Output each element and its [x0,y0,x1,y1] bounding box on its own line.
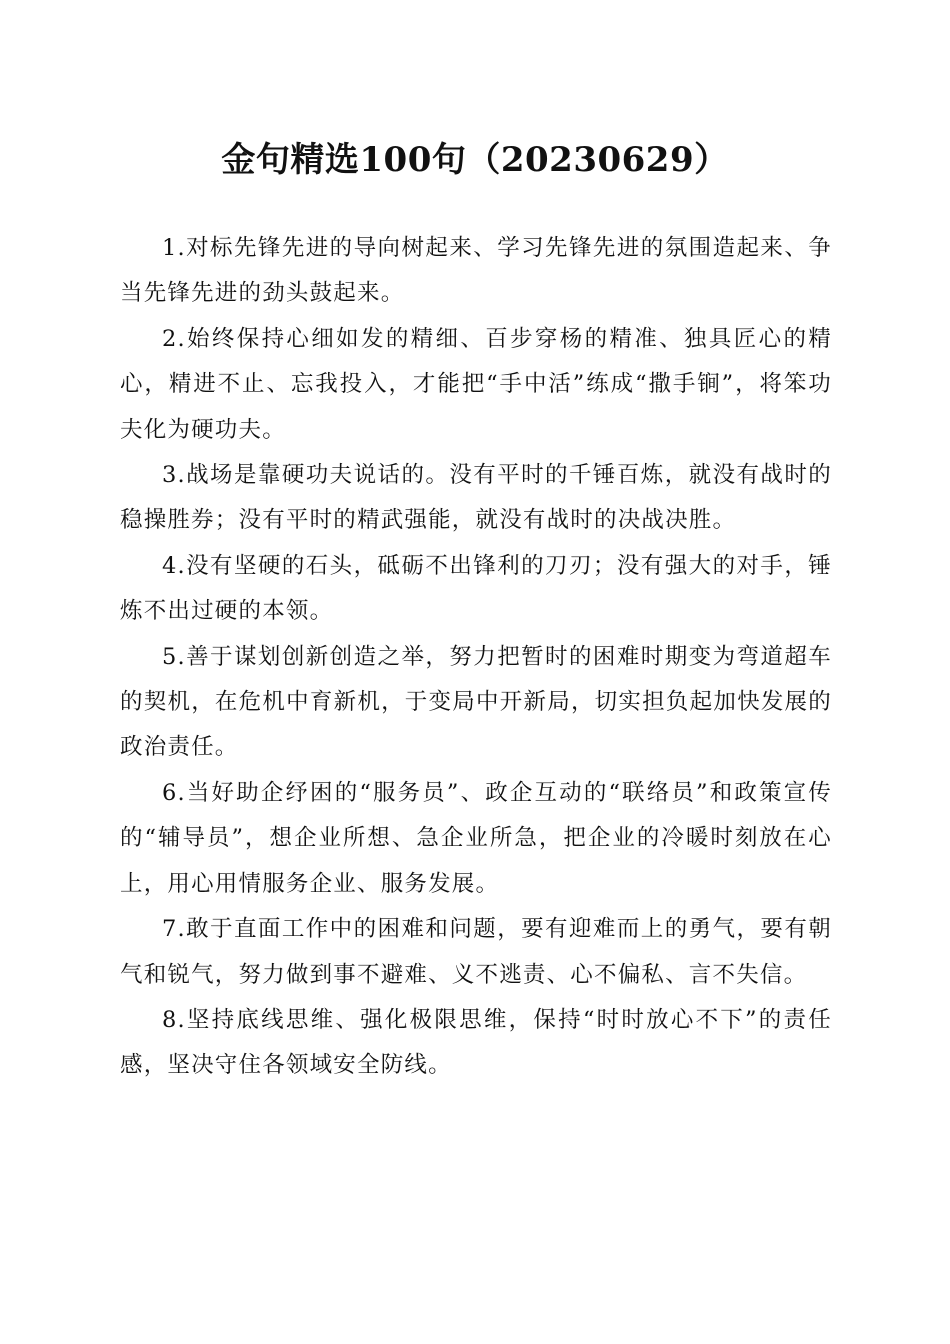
quote-paragraph-7: 7.敢于直面工作中的困难和问题，要有迎难而上的勇气，要有朝气和锐气，努力做到事不避难、义不逃责、心不偏私、言不失信。 [120,916,832,988]
quote-paragraph-6: 6.当好助企纾困的“服务员”、政企互动的“联络员”和政策宣传的“辅导员”，想企业所想、急企业所急，把企业的冷暖时刻放在心上，用心用情服务企业、服务发展。 [120,779,832,897]
quote-paragraph-1: 1.对标先锋先进的导向树起来、学习先锋先进的氛围造起来、争当先锋先进的劲头鼓起来。 [120,235,832,307]
quote-paragraph-3: 3.战场是靠硬功夫说话的。没有平时的千锤百炼，就没有战时的稳操胜券；没有平时的精武强能，就没有战时的决战决胜。 [120,462,832,534]
quote-paragraph-4: 4.没有坚硬的石头，砥砺不出锋利的刀刃；没有强大的对手，锤炼不出过硬的本领。 [120,552,832,625]
quote-paragraph-5: 5.善于谋划创新创造之举，努力把暂时的困难时期变为弯道超车的契机，在危机中育新机，于变局中开新局，切实担负起加快发展的政治责任。 [120,643,832,761]
quote-paragraph-8: 8.坚持底线思维、强化极限思维，保持“时时放心不下”的责任感，坚决守住各领域安全防线。 [120,1006,832,1079]
quote-paragraph-2: 2.始终保持心细如发的精细、百步穿杨的精准、独具匠心的精心，精进不止、忘我投入，才能把“手中活”练成“撒手锏”，将笨功夫化为硬功夫。 [120,325,832,443]
document-body [120,226,832,1089]
document-title: 金句精选100句（20230629） [221,140,729,180]
